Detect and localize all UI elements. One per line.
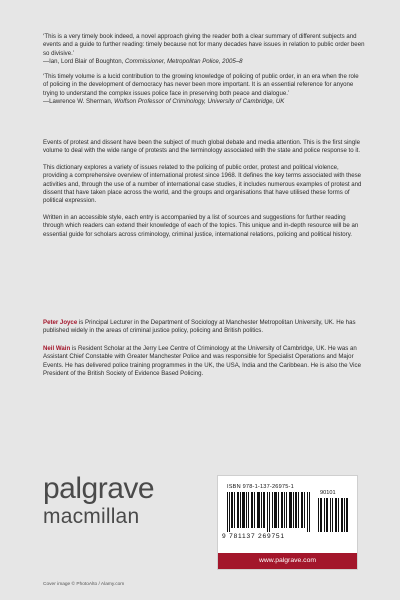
- blurb-paragraph: This dictionary explores a variety of issues related to the policing of public order, protest and political violence, providing a comprehensive overview of international protest since 1968. It defines the key terms associated with these activities and, through the use of a number of international case studies, it includes numerous examples of protest and dissent that have taken place across the world, and the groups and organisations that have utilised these forms of political expression.: [43, 163, 362, 205]
- quote-text: ‘This timely volume is a lucid contribution to the growing knowledge of policing of public order, in an era when the role of policing in the development of democracy has never been more important. It is an essential reference for anyone trying to understand the complex issues police face in preserving both peace and dialogue.’: [43, 73, 359, 97]
- quote-text: ‘This is a very timely book indeed, a novel approach giving the reader both a clear summary of different subjects and events and a guide to further reading: timely because not for many decades have issues in relation to public order been so divisive.’: [43, 33, 365, 57]
- author-bio-text: is Principal Lecturer in the Department of Sociology at Manchester Metropolitan University, UK. He has published widely in the areas of criminal justice policy, policing and British politics.: [43, 319, 356, 335]
- quote-author: —Lawrence W. Sherman,: [43, 98, 115, 106]
- author-name: Neil Wain: [43, 344, 71, 352]
- endorsement-quote: [43, 73, 365, 106]
- endorsements: [43, 33, 365, 113]
- quote-role: Commissioner, Metropolitan Police, 2005–8: [124, 57, 243, 65]
- endorsement-quote: [43, 33, 365, 66]
- quote-attribution: [43, 98, 284, 105]
- barcode-panel: [217, 475, 358, 570]
- author-bio-text: is Resident Scholar at the Jerry Lee Centre of Criminology at the University of Cambridge, UK. He was an Assistant Chief Constable with Greater Manchester Police and was responsible for Specialist Operations and Major Events. He has delivered police training programmes in the UK, the USA, India and the Caribbean. He is also the Vice President of the British Society of Evidence Based Policing.: [43, 344, 361, 378]
- author-bios: [43, 319, 365, 387]
- publisher-logo-line1: palgrave: [43, 472, 155, 505]
- author-name: Peter Joyce: [43, 319, 78, 326]
- publisher-logo-line2: macmillan: [43, 505, 140, 528]
- addon-number: 90101: [320, 490, 336, 496]
- quote-author: —Ian, Lord Blair of Boughton,: [43, 57, 125, 65]
- author-bio: [43, 319, 365, 336]
- blurb-paragraph: Written in an accessible style, each entry is accompanied by a list of sources and suggestions for further reading through which readers can extend their knowledge of each of the topics. This unique and in-depth resource will be an essential guide for scholars across criminology, criminal justice, international relations, policing and political history.: [43, 213, 359, 238]
- publisher-url: www.palgrave.com: [218, 553, 357, 569]
- quote-attribution: [43, 58, 243, 65]
- blurb-paragraph: Events of protest and dissent have been the subject of much global debate and media attention. This is the first single volume to deal with the wide range of protests and the terminology associated with the state and police response to it.: [43, 139, 361, 155]
- quote-role: Wolfson Professor of Criminology, University of Cambridge, UK: [114, 98, 285, 106]
- isbn-digits: 9 781137 269751: [222, 533, 285, 540]
- addon-bars: [318, 498, 348, 532]
- barcode-bars: [227, 492, 313, 532]
- author-bio: [43, 345, 365, 379]
- blurb: [43, 139, 365, 247]
- publisher-logo: [43, 474, 154, 528]
- isbn-label: ISBN 978-1-137-26975-1: [227, 484, 294, 490]
- cover-image-credit: Cover image © PhotoAlto / Alamy.com: [43, 582, 125, 587]
